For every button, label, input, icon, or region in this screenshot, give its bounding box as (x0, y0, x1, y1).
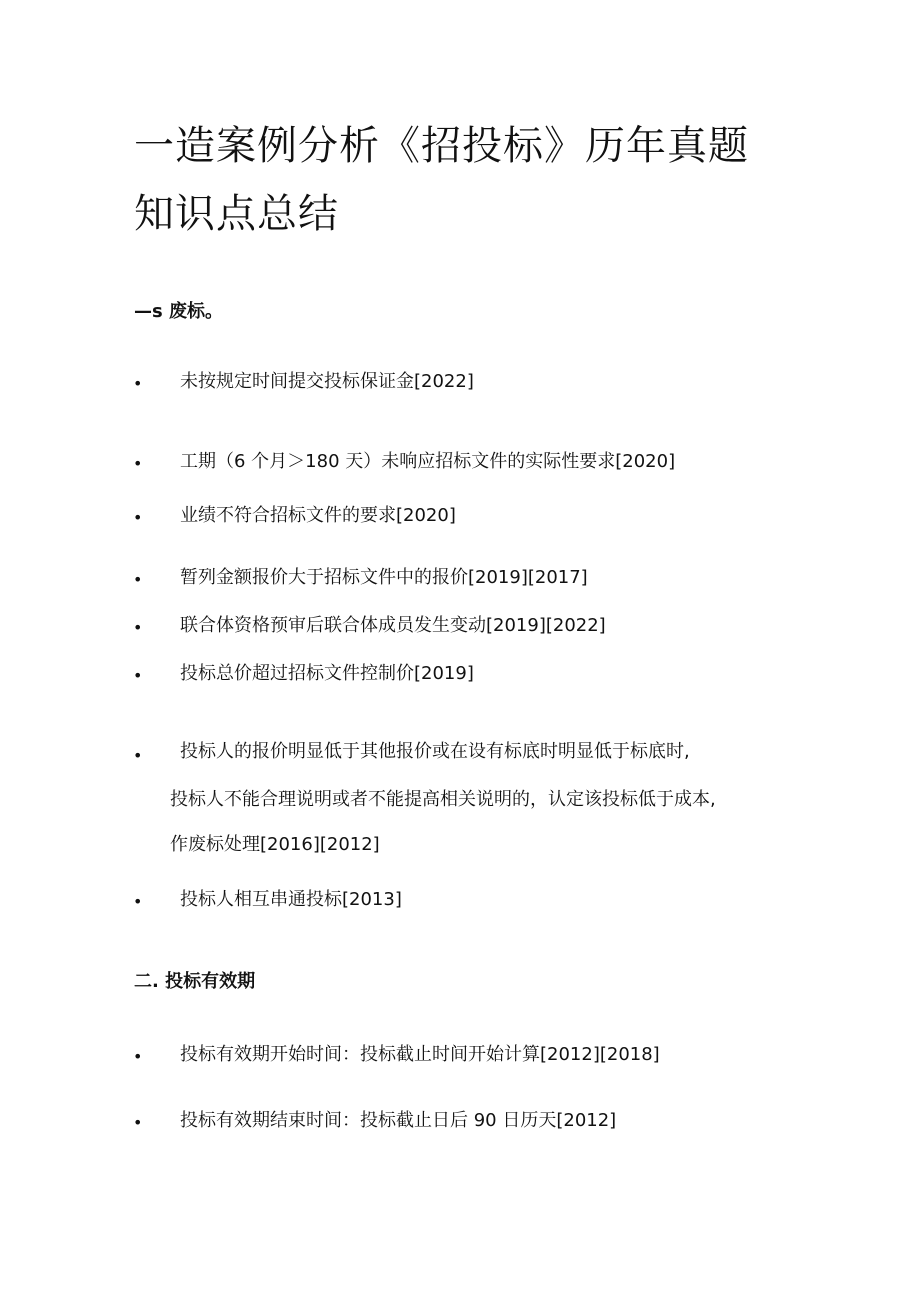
bullet-marker: • (133, 666, 143, 685)
list-item: 工期（6 个月＞180 天）未响应招标文件的实际性要求[2020] (180, 451, 676, 472)
bullet-marker: • (133, 1047, 143, 1066)
document-title (134, 112, 814, 248)
bullet-marker: • (133, 1113, 143, 1132)
bullet-marker: • (133, 374, 143, 393)
list-item: 暂列金额报价大于招标文件中的报价[2019][2017] (180, 567, 588, 588)
bullet-marker: • (133, 508, 143, 527)
bullet-marker: • (133, 618, 143, 637)
title-line-1: 一造案例分析《招投标》历年真题 (134, 123, 749, 169)
list-item-continuation: 投标人不能合理说明或者不能提高相关说明的，认定该投标低于成本, (170, 789, 716, 810)
bullet-marker: • (133, 892, 143, 911)
section-heading-fei-biao: —s 废标。 (134, 301, 223, 322)
bullet-marker: • (133, 454, 143, 473)
bullet-marker: • (133, 570, 143, 589)
title-line-2: 知识点总结 (134, 191, 339, 237)
list-item: 联合体资格预审后联合体成员发生变动[2019][2022] (180, 615, 606, 636)
list-item: 业绩不符合招标文件的要求[2020] (180, 505, 456, 526)
list-item: 投标人的报价明显低于其他报价或在设有标底时明显低于标底时, (180, 741, 690, 762)
list-item-continuation: 作废标处理[2016][2012] (170, 834, 380, 855)
list-item: 投标有效期结束时间：投标截止日后 90 日历天[2012] (180, 1110, 617, 1131)
section-heading-validity-period: 二. 投标有效期 (134, 971, 256, 992)
list-item: 投标总价超过招标文件控制价[2019] (180, 663, 474, 684)
list-item: 未按规定时间提交投标保证金[2022] (180, 371, 474, 392)
bullet-marker: • (133, 746, 143, 765)
list-item: 投标有效期开始时间：投标截止时间开始计算[2012][2018] (180, 1044, 660, 1065)
list-item: 投标人相互串通投标[2013] (180, 889, 402, 910)
